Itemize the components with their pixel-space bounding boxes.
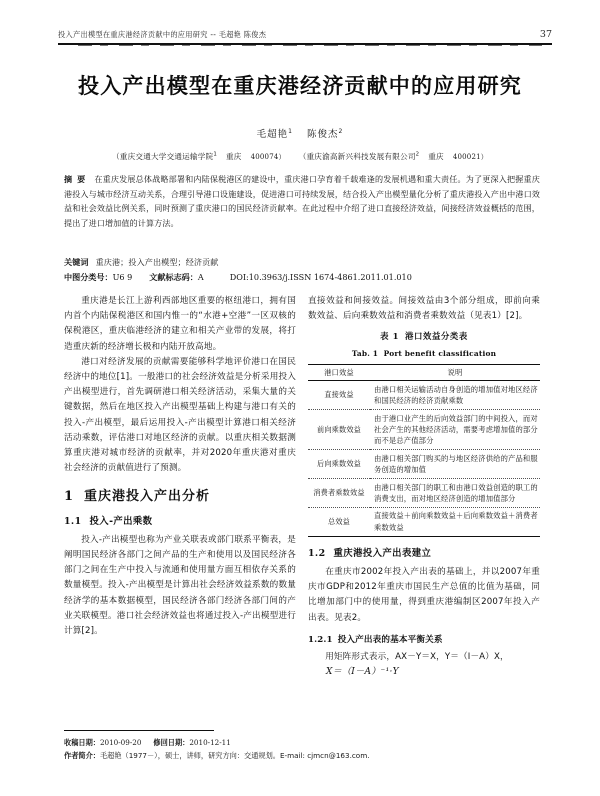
affiliation-1-marker: 1	[213, 151, 217, 158]
revised-date-value: 2010-12-11	[189, 738, 231, 747]
right-paragraph-3: 用矩阵形式表示，AX－Y＝X，Y＝（I－A）X，	[325, 651, 509, 662]
footnote-block	[64, 737, 540, 762]
affiliation-1-name: （重庆交通大学交通运输学院	[112, 152, 214, 161]
right-column	[308, 294, 540, 680]
table-cell-benefit: 消费者乘数效益	[308, 479, 370, 508]
table-cell-description: 由港口相关部门的职工和由港口效益创造的职工的消费支出，而对地区经济创造的增加值部分	[370, 479, 540, 508]
table-1-caption-en	[308, 346, 540, 361]
table-1-number-en: Tab. 1	[351, 348, 379, 358]
table-1-caption-cn	[308, 329, 540, 344]
author-name-1: 毛超艳	[256, 129, 289, 140]
document-code-label: 文献标志码：	[149, 272, 198, 282]
received-date-label: 收稿日期：	[64, 738, 100, 747]
table-row	[308, 410, 540, 450]
author-affil-marker-1: 1	[288, 127, 293, 135]
table-cell-description: 直接效益＋前向乘数效益＋后向乘数效益＋消费者乘数效益	[370, 507, 540, 536]
affiliation-2-city: 重庆	[428, 152, 444, 161]
author-bio-text: 毛超艳（1977－），硕士，讲师，研究方向：交通规划。E-mail: cjmcn@163.com.	[99, 750, 370, 760]
author-affil-marker-2: 2	[338, 127, 344, 135]
affiliation-2-marker: 2	[415, 151, 420, 158]
running-head-title: 投入产出模型在重庆港经济贡献中的应用研究 -- 毛超艳 陈俊杰	[58, 29, 267, 40]
table-cell-benefit: 后向乘数效益	[308, 450, 370, 479]
keywords-label: 关键词	[64, 257, 89, 267]
running-head	[58, 26, 552, 40]
table-cell-description: 由于港口业产生的后向效益部门的中间投入，而对社会产生的其他经济活动，需要考虑增加值的部分而不是总产值部分	[370, 410, 540, 450]
author-name-2: 陈俊杰	[307, 129, 339, 140]
table-row	[308, 450, 540, 479]
table-cell-benefit: 总效益	[308, 507, 370, 536]
revised-date-label: 修回日期：	[153, 738, 190, 747]
table-1-block	[308, 329, 540, 536]
table-cell-benefit: 直接效益	[324, 390, 354, 400]
footnote-dates-line	[64, 737, 540, 750]
abstract-label: 摘要	[64, 174, 91, 184]
table-row	[308, 507, 540, 536]
clc-label: 中图分类号：	[64, 272, 113, 282]
subsection-heading-1-2	[308, 546, 540, 561]
table-header-row	[308, 364, 540, 380]
page-title: 投入产出模型在重庆港经济贡献中的应用研究	[78, 73, 522, 98]
right-paragraph-2: 在重庆市2002年投入产出表的基础上，并以2007年重庆市GDP和2012年重庆市国民生产总值的比值为基础，同比增加部门中的使用量，得到重庆港编制区2007年投入产出表。见表2。	[308, 566, 540, 623]
table-1	[308, 364, 540, 537]
clc-value: U6 9	[112, 272, 133, 282]
author-bio-label: 作者简介：	[64, 750, 100, 760]
left-column	[64, 294, 296, 639]
received-date-value: 2010-09-20	[99, 738, 142, 747]
subsection-title-1-2: 重庆港投入产出表建立	[333, 547, 432, 559]
table-row	[308, 479, 540, 508]
table-cell-description: 由港口相关运输活动自身创造的增加值对地区经济和国民经济的经济贡献乘数	[374, 384, 538, 406]
subsection-number-1-1: 1.1	[64, 515, 82, 527]
section-heading-1	[64, 489, 296, 504]
table-row	[308, 381, 540, 410]
subsubsection-heading-1-2-1	[308, 633, 540, 648]
table-1-title-en: Port benefit classification	[383, 348, 497, 358]
keywords-value: 重庆港；投入产出模型；经济贡献	[95, 257, 219, 267]
author-list	[0, 126, 600, 140]
section-number-1: 1	[64, 489, 75, 505]
table-header-benefit: 港口效益	[308, 364, 370, 380]
affiliation-1-city: 重庆	[225, 152, 242, 161]
page-number: 37	[539, 29, 552, 40]
left-paragraph-1: 重庆港是长江上游利西部地区重要的枢纽港口，拥有国内首个内陆保税港区和国内惟一的“水港+空港”一区双核的保税港区，重庆临港经济的建立和相关产业带的发展，将打造重庆新的经济增长极和内陆开放高地。	[64, 296, 296, 352]
affiliation-list	[0, 151, 600, 162]
left-paragraph-2: 港口对经济发展的贡献需要能够科学地评价港口在国民经济中的地位[1]。一般港口的社会经济效益是分析采用投入产出模型进行，首先调研港口相关经济活动，采集大量的关键数据，然后在地区投入产出模型基础上构建与港口有关的投入-产出模型，最后运用投入-产出模型计算港口相关经济活动乘数，评估港口对地区经济的贡献。以重庆相关数据测算重庆港对城市经济的贡献率，并对2020年重庆港对重庆社会经济的贡献值进行了预测。	[64, 356, 296, 474]
table-header-description: 说明	[370, 364, 540, 380]
table-1-title-cn: 港口效益分类表	[405, 331, 468, 342]
subsubsection-title-1-2-1: 投入产出表的基本平衡关系	[337, 634, 443, 645]
table-cell-benefit: 前向乘数效益	[308, 410, 370, 450]
table-cell-description: 由港口相关部门购买的与地区经济供给的产品和服务创造的增加值	[370, 450, 540, 479]
subsection-heading-1-1	[64, 514, 296, 529]
footnote-rule	[64, 730, 214, 731]
header-rule	[58, 43, 552, 45]
abstract	[64, 172, 540, 230]
document-code-value: A	[197, 272, 204, 282]
right-paragraph-1: 直接效益和间接效益。间接效益由3个部分组成，即前向乘数效益、后向乘数效益和消费者乘数效益（见表1）[2]。	[308, 296, 540, 322]
table-1-number: 表 1	[380, 331, 400, 342]
section-title-1: 重庆港投入产出分析	[84, 489, 211, 505]
doi-value: DOI:10.3963/j.ISSN 1674-4861.2011.01.010	[229, 272, 412, 282]
subsection-number-1-2: 1.2	[308, 547, 326, 559]
subsection-title-1-1: 投入-产出乘数	[89, 515, 153, 527]
affiliation-1-zip: 400074）	[250, 153, 286, 161]
subsubsection-number-1-2-1: 1.2.1	[308, 634, 333, 645]
affiliation-2-name: （重庆渝高新兴科技发展有限公司	[298, 152, 416, 161]
formula-1: X＝（I－A）⁻¹·Y	[326, 667, 399, 678]
left-paragraph-3: 投入-产出模型也称为产业关联表或部门联系平衡表，是阐明国民经济各部门之间产品的生产和使用以及国民经济各部门之间在生产中投入与流通和使用量方面互相依存关系的数量模型。投入-产出模型是计算出社会经济效益系数的数量经济学的基本数据模型，国民经济各部门经济各部门间的产业关联模型。港口社会经济效益也将通过投入-产出模型进行计算[2]。	[64, 534, 296, 637]
keywords-line	[64, 257, 540, 268]
footnote-author-line	[64, 750, 540, 763]
abstract-text: 在重庆发展总体战略部署和内陆保税港区的建设中，重庆港口孕育着千载难逢的发展机遇和重大责任。为了更深入把握重庆港投入与城市经济互动关系，合理引导港口设施建设，促进港口可持续发展，结合投入产出模型量化分析了重庆港投入产出中港口效益和社会效益比例关系，同时预测了重庆港口的国民经济贡献率。在此过程中介绍了进口直接经济效益，间接经济效益概括的范围，提出了进口增加值的计算方法。	[64, 174, 540, 228]
classification-line	[64, 272, 540, 283]
affiliation-2-zip: 400021）	[452, 153, 488, 161]
